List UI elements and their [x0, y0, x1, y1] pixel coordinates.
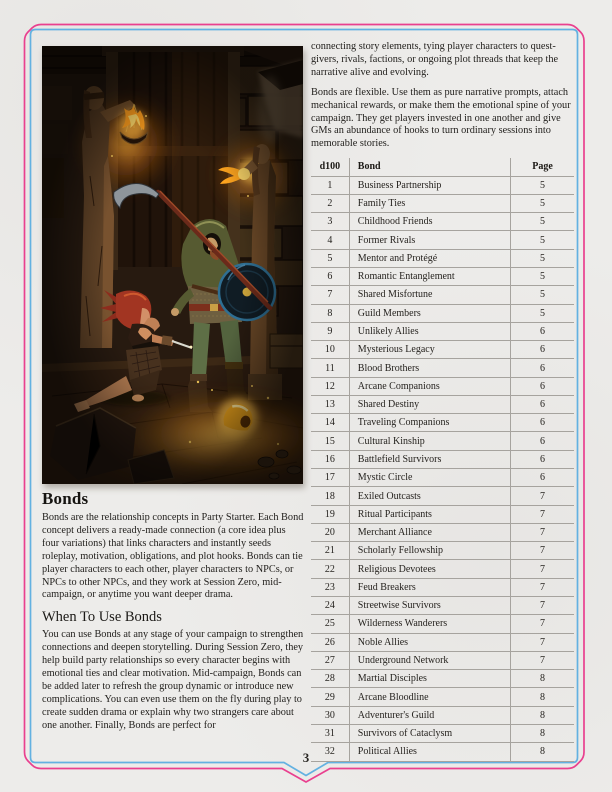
- table-row: [311, 286, 574, 304]
- table-row: [311, 469, 574, 487]
- table-header-cell: Bond: [349, 158, 510, 176]
- table-row: [311, 560, 574, 578]
- table-cell: 6: [511, 450, 575, 468]
- table-cell: 14: [311, 414, 349, 432]
- right-text-column: [311, 41, 574, 762]
- table-cell: 29: [311, 688, 349, 706]
- table-cell: Guild Members: [349, 304, 510, 322]
- table-cell: 24: [311, 597, 349, 615]
- table-row: [311, 267, 574, 285]
- table-cell: Shared Destiny: [349, 395, 510, 413]
- table-row: [311, 706, 574, 724]
- table-row: [311, 176, 574, 194]
- table-cell: 7: [511, 597, 575, 615]
- table-header-cell: d100: [311, 158, 349, 176]
- table-row: [311, 487, 574, 505]
- page-number: 3: [302, 750, 310, 765]
- table-cell: 26: [311, 633, 349, 651]
- table-cell: 4: [311, 231, 349, 249]
- table-cell: 7: [511, 505, 575, 523]
- table-cell: 25: [311, 615, 349, 633]
- table-cell: 5: [511, 267, 575, 285]
- table-cell: Exiled Outcasts: [349, 487, 510, 505]
- table-cell: 7: [511, 651, 575, 669]
- table-row: [311, 341, 574, 359]
- table-row: [311, 597, 574, 615]
- table-cell: Business Partnership: [349, 176, 510, 194]
- bonds-random-table: [311, 158, 574, 761]
- table-cell: Ritual Participants: [349, 505, 510, 523]
- table-cell: 7: [511, 560, 575, 578]
- table-cell: 7: [511, 523, 575, 541]
- table-cell: 32: [311, 743, 349, 761]
- table-cell: 6: [511, 341, 575, 359]
- table-cell: 6: [511, 359, 575, 377]
- table-cell: 18: [311, 487, 349, 505]
- table-cell: 5: [511, 249, 575, 267]
- table-cell: 7: [511, 633, 575, 651]
- table-row: [311, 505, 574, 523]
- table-row: [311, 615, 574, 633]
- table-cell: Adventurer's Guild: [349, 706, 510, 724]
- table-cell: Underground Network: [349, 651, 510, 669]
- table-cell: 9: [311, 322, 349, 340]
- table-cell: Mentor and Protégé: [349, 249, 510, 267]
- table-cell: Mysterious Legacy: [349, 341, 510, 359]
- table-cell: 6: [511, 432, 575, 450]
- table-row: [311, 322, 574, 340]
- table-cell: 7: [511, 615, 575, 633]
- table-cell: Traveling Companions: [349, 414, 510, 432]
- table-cell: 21: [311, 542, 349, 560]
- table-cell: 5: [511, 304, 575, 322]
- table-row: [311, 578, 574, 596]
- table-cell: Martial Disciples: [349, 670, 510, 688]
- table-cell: 17: [311, 469, 349, 487]
- table-row: [311, 414, 574, 432]
- table-cell: Family Ties: [349, 194, 510, 212]
- table-cell: Arcane Companions: [349, 377, 510, 395]
- table-cell: 31: [311, 724, 349, 742]
- table-cell: 5: [311, 249, 349, 267]
- section-heading-bonds: Bonds: [42, 489, 89, 508]
- table-cell: 30: [311, 706, 349, 724]
- table-cell: 5: [511, 286, 575, 304]
- bonds-intro-paragraph: Bonds are the relationship concepts in Party Starter. Each Bond concept delivers a ready-made connection (a core idea plus four variations) that links characters and instantly seeds roleplay, motivation, obligations, and plot hooks. Bonds can tie player characters to each other, player characters to NPCs, or NPCs to other NPCs, and they work at Session Zero, mid-campaign, or anytime you want deeper drama.: [42, 512, 304, 601]
- table-cell: Religious Devotees: [349, 560, 510, 578]
- table-header-cell: Page: [511, 158, 575, 176]
- table-cell: Wilderness Wanderers: [349, 615, 510, 633]
- table-cell: 8: [511, 688, 575, 706]
- table-row: [311, 249, 574, 267]
- table-cell: 5: [511, 176, 575, 194]
- table-row: [311, 523, 574, 541]
- table-cell: Streetwise Survivors: [349, 597, 510, 615]
- table-cell: 6: [311, 267, 349, 285]
- table-cell: Childhood Friends: [349, 213, 510, 231]
- when-to-use-paragraph: You can use Bonds at any stage of your campaign to strengthen connections and deepen storytelling. During Session Zero, they help build party relationships so every character begins with emotional ties and clear motivation. Mid-campaign, Bonds can be added later to refresh the group dynamic or introduce new complications. You can even use them on the fly during play to create sudden drama or explain why two strangers care about one another. Finally, Bonds are perfect for: [42, 629, 304, 731]
- table-row: [311, 395, 574, 413]
- table-cell: 7: [311, 286, 349, 304]
- table-cell: Battlefield Survivors: [349, 450, 510, 468]
- table-row: [311, 450, 574, 468]
- table-row: [311, 432, 574, 450]
- table-row: [311, 688, 574, 706]
- table-row: [311, 542, 574, 560]
- table-row: [311, 304, 574, 322]
- table-cell: 7: [511, 487, 575, 505]
- table-cell: 15: [311, 432, 349, 450]
- bonds-table-head: [311, 158, 574, 176]
- table-cell: Shared Misfortune: [349, 286, 510, 304]
- table-cell: 11: [311, 359, 349, 377]
- table-row: [311, 724, 574, 742]
- table-cell: 28: [311, 670, 349, 688]
- table-cell: 23: [311, 578, 349, 596]
- bonds-table-body: [311, 176, 574, 761]
- table-cell: 7: [511, 542, 575, 560]
- table-cell: Unlikely Allies: [349, 322, 510, 340]
- table-cell: 19: [311, 505, 349, 523]
- table-row: [311, 633, 574, 651]
- table-cell: 8: [511, 743, 575, 761]
- table-cell: 7: [511, 578, 575, 596]
- table-cell: 8: [311, 304, 349, 322]
- table-cell: 6: [511, 377, 575, 395]
- table-cell: 6: [511, 395, 575, 413]
- table-cell: 27: [311, 651, 349, 669]
- table-cell: Cultural Kinship: [349, 432, 510, 450]
- table-cell: Merchant Alliance: [349, 523, 510, 541]
- table-cell: 5: [511, 231, 575, 249]
- table-cell: 1: [311, 176, 349, 194]
- left-text-column: [42, 489, 305, 740]
- section-heading-when-to-use-bonds: When To Use Bonds: [42, 609, 162, 626]
- table-cell: 22: [311, 560, 349, 578]
- table-cell: 5: [511, 213, 575, 231]
- table-cell: Feud Breakers: [349, 578, 510, 596]
- table-row: [311, 670, 574, 688]
- table-cell: 6: [511, 322, 575, 340]
- table-cell: 6: [511, 469, 575, 487]
- table-cell: Political Allies: [349, 743, 510, 761]
- table-cell: 16: [311, 450, 349, 468]
- table-cell: Noble Allies: [349, 633, 510, 651]
- table-cell: 20: [311, 523, 349, 541]
- table-row: [311, 231, 574, 249]
- table-row: [311, 359, 574, 377]
- table-cell: 6: [511, 414, 575, 432]
- table-cell: Survivors of Cataclysm: [349, 724, 510, 742]
- table-cell: 13: [311, 395, 349, 413]
- table-cell: 8: [511, 706, 575, 724]
- table-row: [311, 377, 574, 395]
- dungeon-illustration: [42, 46, 303, 484]
- table-cell: Romantic Entanglement: [349, 267, 510, 285]
- table-row: [311, 213, 574, 231]
- continued-paragraph: connecting story elements, tying player characters to quest-givers, rivals, factions, or ongoing plot threads that keep the narrative alive and evolving.: [311, 41, 559, 78]
- table-cell: 5: [511, 194, 575, 212]
- table-cell: 8: [511, 670, 575, 688]
- table-cell: Arcane Bloodline: [349, 688, 510, 706]
- table-header-row: [311, 158, 574, 176]
- table-cell: 10: [311, 341, 349, 359]
- table-cell: 2: [311, 194, 349, 212]
- bonds-flexible-paragraph: Bonds are flexible. Use them as pure narrative prompts, attach mechanical rewards, or make them the emotional spine of your campaign. They get players invested in one another and give GMs an abundance of hooks to turn ordinary sessions into memorable stories.: [311, 86, 571, 150]
- table-cell: Blood Brothers: [349, 359, 510, 377]
- table-cell: Former Rivals: [349, 231, 510, 249]
- table-cell: Mystic Circle: [349, 469, 510, 487]
- table-row: [311, 743, 574, 761]
- table-cell: 3: [311, 213, 349, 231]
- table-cell: Scholarly Fellowship: [349, 542, 510, 560]
- table-row: [311, 194, 574, 212]
- table-cell: 8: [511, 724, 575, 742]
- table-row: [311, 651, 574, 669]
- table-cell: 12: [311, 377, 349, 395]
